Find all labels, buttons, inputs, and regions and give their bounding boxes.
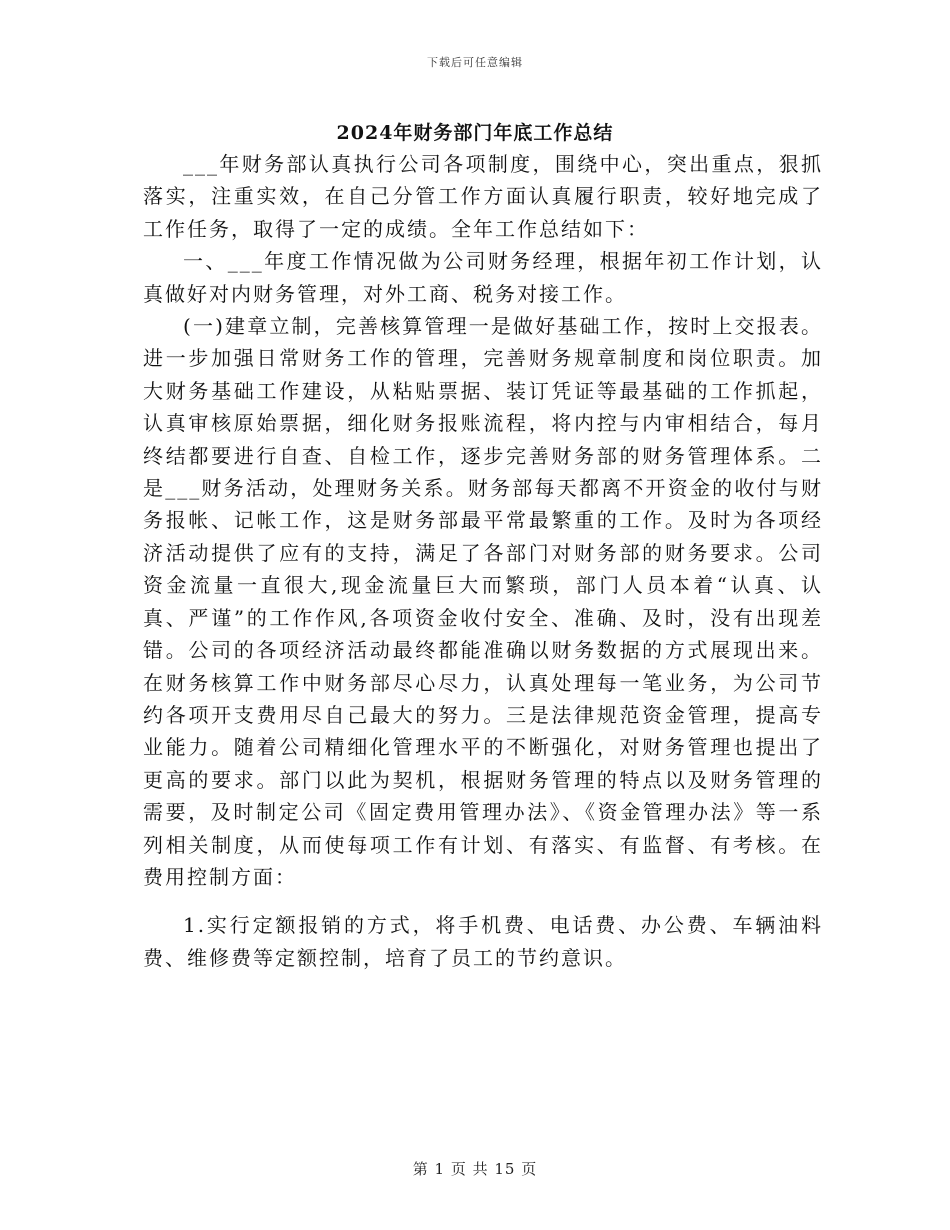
intro-paragraph: ___年财务部认真执行公司各项制度，围绕中心，突出重点，狠抓落实，注重实效，在自己分管工作方面认真履行职责，较好地完成了工作任务，取得了一定的成绩。全年工作总结如下： (143, 152, 823, 241)
section-one-paragraph: 一、___年度工作情况做为公司财务经理，根据年初工作计划，认真做好对内财务管理，对外工商、税务对接工作。 (143, 249, 823, 306)
subsection-paragraph: (一)建章立制，完善核算管理一是做好基础工作，按时上交报表。进一步加强日常财务工作的管理，完善财务规章制度和岗位职责。加大财务基础工作建设，从粘贴票据、装订凭证等最基础的工作抓起，认真审核原始票据，细化财务报账流程，将内控与内审相结合，每月终结都要进行自查、自检工作，逐步完善财务部的财务管理体系。二是___财务活动，处理财务关系。财务部每天都离不开资金的收付与财务报帐、记帐工作，这是财务部最平常最繁重的工作。及时为各项经济活动提供了应有的支持，满足了各部门对财务部的财务要求。公司资金流量一直很大,现金流量巨大而繁琐，部门人员本着“认真、认真、严谨”的工作作风,各项资金收付安全、准确、及时，没有出现差错。公司的各项经济活动最终都能准确以财务数据的方式展现出来。在财务核算工作中财务部尽心尽力，认真处理每一笔业务，为公司节约各项开支费用尽自己最大的努力。三是法律规范资金管理，提高专业能力。随着公司精细化管理水平的不断强化，对财务管理也提出了更高的要求。部门以此为契机，根据财务管理的特点以及财务管理的需要，及时制定公司《固定费用管理办法》、《资金管理办法》等一系列相关制度，从而使每项工作有计划、有落实、有监督、有考核。在费用控制方面： (143, 314, 823, 889)
page-header-note: 下载后可任意编辑 (427, 56, 523, 69)
list-item-paragraph: 1.实行定额报销的方式，将手机费、电话费、办公费、车辆油料费、维修费等定额控制，培育了员工的节约意识。 (143, 913, 823, 970)
document-body (143, 148, 823, 974)
page-number-footer: 第 1 页 共 15 页 (412, 1160, 538, 1178)
document-title: 2024年财务部门年底工作总结 (336, 122, 614, 144)
